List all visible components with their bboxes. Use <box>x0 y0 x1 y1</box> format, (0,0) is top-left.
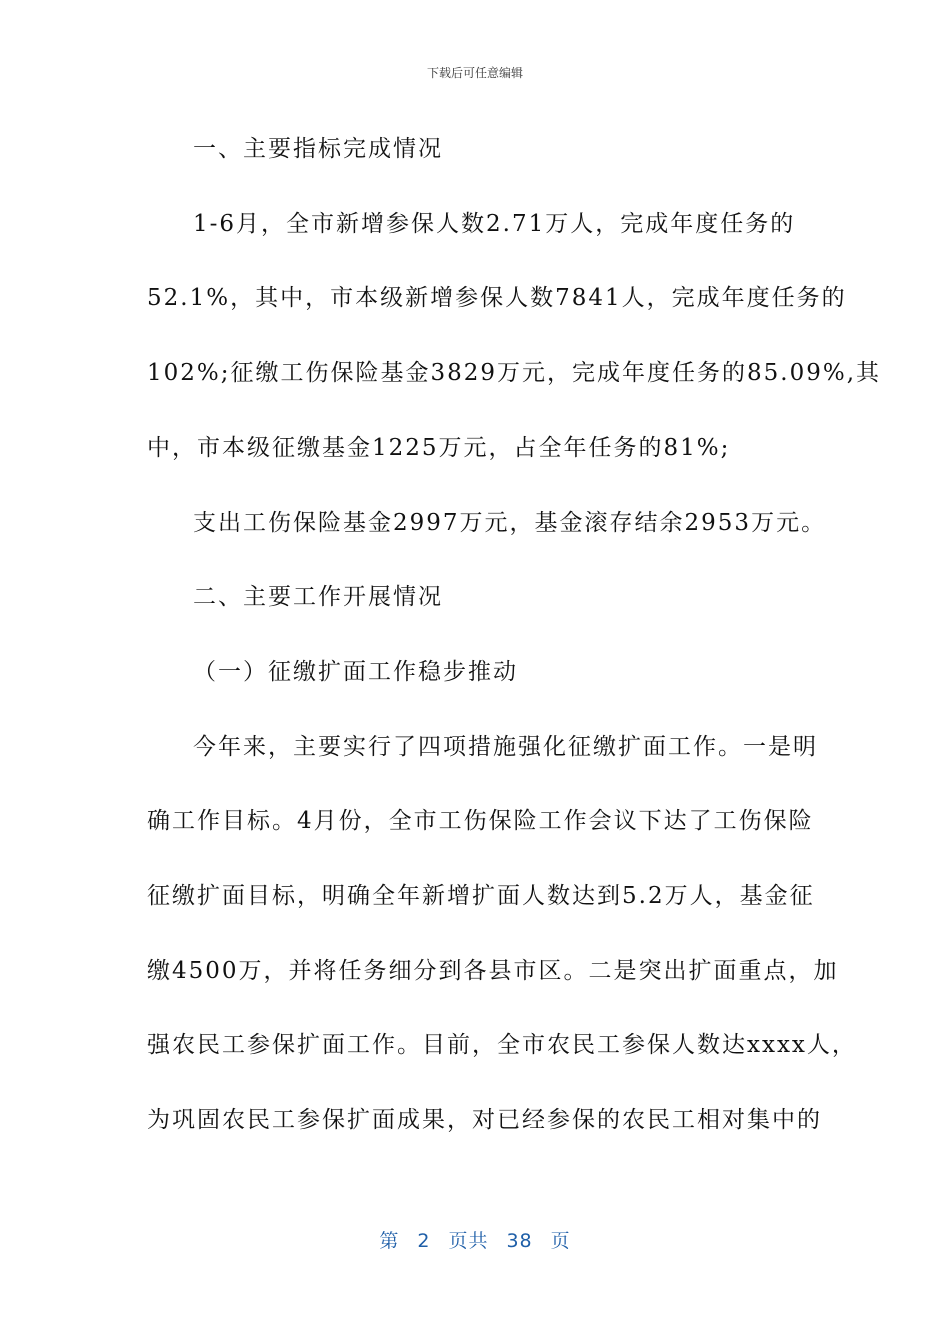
page-label-suffix: 页 <box>550 1230 571 1252</box>
paragraph-line: 强农民工参保扩面工作。目前，全市农民工参保人数达xxxx人， <box>147 1032 857 1059</box>
page-header: 下载后可任意编辑 <box>426 66 523 80</box>
paragraph-line: 支出工伤保险基金2997万元，基金滚存结余2953万元。 <box>193 509 827 536</box>
paragraph-line: 征缴扩面目标，明确全年新增扩面人数达到5.2万人，基金征 <box>147 883 815 910</box>
paragraph-line: 确工作目标。4月份，全市工伤保险工作会议下达了工伤保险 <box>147 808 814 835</box>
paragraph-line: 52.1%，其中，市本级新增参保人数7841人，完成年度任务的 <box>147 285 847 312</box>
page-label-prefix: 第 <box>379 1230 400 1252</box>
paragraph-line: 中，市本级征缴基金1225万元，占全年任务的81%; <box>147 434 731 461</box>
paragraph-line: 今年来，主要实行了四项措施强化征缴扩面工作。一是明 <box>193 733 818 760</box>
current-page-number: 2 <box>417 1230 431 1252</box>
section-heading-1: 一、主要指标完成情况 <box>193 136 443 162</box>
paragraph-line: 缴4500万，并将任务细分到各县市区。二是突出扩面重点，加 <box>147 957 839 984</box>
paragraph-line: 102%;征缴工伤保险基金3829万元，完成年度任务的85.09%,其 <box>147 360 882 387</box>
total-pages-number: 38 <box>506 1230 533 1252</box>
section-heading-2: 二、主要工作开展情况 <box>193 584 443 611</box>
subsection-heading: （一）征缴扩面工作稳步推动 <box>193 658 518 685</box>
page-label-mid: 页共 <box>448 1230 489 1252</box>
paragraph-line: 为巩固农民工参保扩面成果，对已经参保的农民工相对集中的 <box>147 1107 822 1134</box>
page-footer <box>0 1226 950 1253</box>
paragraph-line: 1-6月，全市新增参保人数2.71万人，完成年度任务的 <box>193 210 796 237</box>
document-body <box>147 112 882 1158</box>
